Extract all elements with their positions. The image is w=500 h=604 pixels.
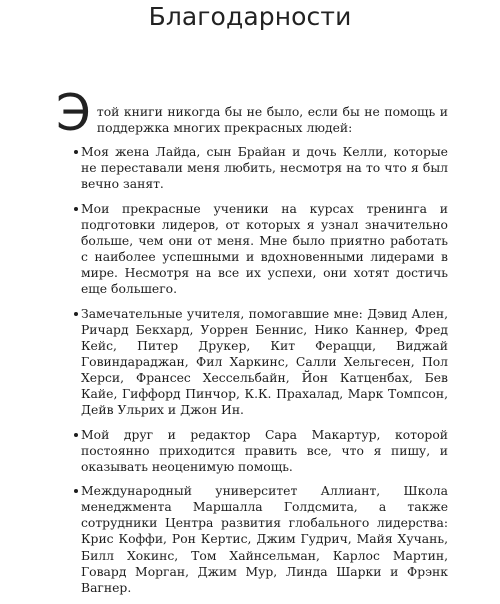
list-item-text: Мой друг и редактор Сара Макартур, которой постоянно приходится править все, что я пишу, и оказывать неоценимую помощь. xyxy=(81,427,448,474)
list-item xyxy=(58,201,448,298)
list-item-text: Замечательные учителя, помогавшие мне: Дэвид Ален, Ричард Бекхард, Уоррен Беннис, Нико Каннер, Фред Кейс, Питер Друкер, Кит Ферацци, Виджай Говиндараджан, Фил Харкинс, Салли Хельгесен, Пол Херси, Франсес Хессельбайн, Йон Катценбах, Бев Кайе, Гиффорд Пинчор, К.К. Прахалад, Марк Томпсон, Дейв Ульрих и Джон Ин. xyxy=(81,306,448,418)
bullet-icon xyxy=(74,489,78,493)
list-item-text: Международный университет Аллиант, Школа менеджмента Маршалла Голдсмита, а также сотрудники Центра развития глобального лидерства: Крис Коффи, Рон Кертис, Джим Гудрич, Майя Хучань, Билл Хокинс, Том Хайнсельман, Карлос Мартин, Говард Морган, Джим Мур, Линда Шарки и Фрэнк Вагнер. xyxy=(81,484,448,595)
list-item xyxy=(58,306,448,419)
page-title: Благодарности xyxy=(148,2,352,31)
acknowledgements-list xyxy=(58,144,448,596)
list-item-text: Моя жена Лайда, сын Брайан и дочь Келли, которые не переставали меня любить, несмотря на то что я был вечно занят. xyxy=(81,145,448,192)
intro-paragraph xyxy=(56,84,448,142)
bullet-icon xyxy=(74,312,78,316)
list-item xyxy=(58,427,448,475)
intro-text: той книги никогда бы не было, если бы не помощь и поддержка многих прекрасных людей: xyxy=(96,105,448,136)
acknowledgements-body xyxy=(56,84,448,604)
bullet-icon xyxy=(74,433,78,437)
list-item-text: Мои прекрасные ученики на курсах тренинга и подготовки лидеров, от которых я узнал значительно больше, чем они от меня. Мне было приятно работать с наиболее успешными и вдохновенными лидерами в мире. Несмотря на все их успехи, они хотят достичь еще большего. xyxy=(81,201,448,297)
list-item xyxy=(58,483,448,596)
drop-cap: Э xyxy=(56,84,91,142)
list-item xyxy=(58,144,448,192)
bullet-icon xyxy=(74,207,78,211)
bullet-icon xyxy=(74,150,78,154)
